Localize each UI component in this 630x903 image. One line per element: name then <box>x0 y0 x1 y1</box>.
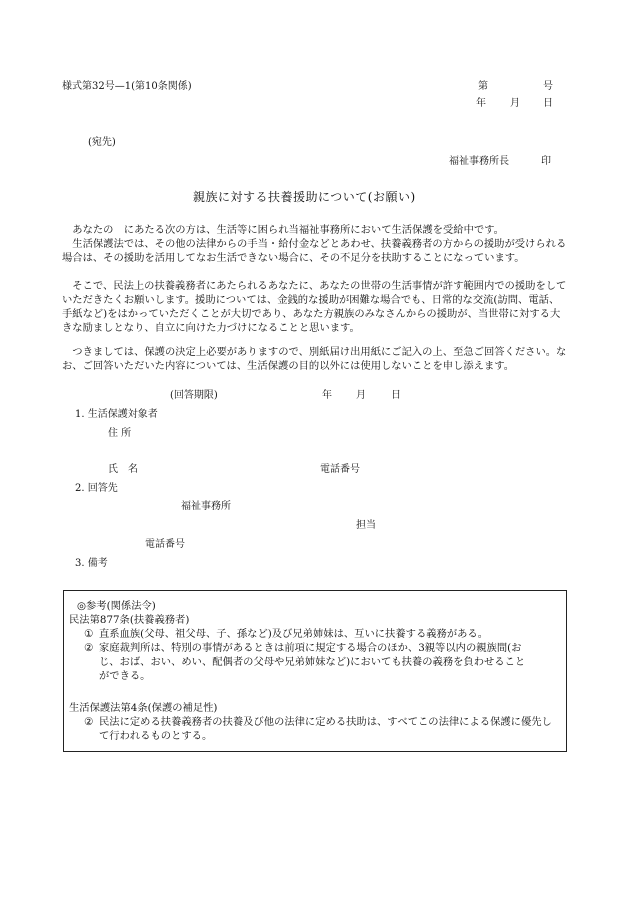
office-head: 福祉事務所長 <box>449 156 509 167</box>
issue-day: 日 <box>543 98 553 109</box>
civil-code-clause-2: 家庭裁判所は、特別の事情があるときは前項に規定する場合のほか、3親等以内の親族間(おじ、おば、おい、めい、配偶者の父母や兄弟姉妹など)においても扶養の義務を負わせることができる。 <box>99 642 526 682</box>
item-1-heading: 1. 生活保護対象者 <box>75 409 158 420</box>
seal: 印 <box>541 156 551 167</box>
deadline-day: 日 <box>391 390 401 401</box>
reference-heading: ◎参考(関係法令) <box>77 600 156 612</box>
civil-code-heading: 民法第877条(扶養義務者) <box>69 614 190 626</box>
civil-code-clause-1: 直系血族(父母、祖父母、子、孫など)及び兄弟姉妹は、互いに扶養する義務がある。 <box>99 628 489 640</box>
welfare-law-clause-2: 民法に定める扶養義務者の扶養及び他の法律に定める扶助は、すべてこの法律による保護に優先して行われるものとする。 <box>99 716 552 742</box>
civil-code-clause-2-mark: ② <box>84 642 94 654</box>
welfare-law-clause-2-mark: ② <box>84 716 94 728</box>
body-paragraph-2: 生活保護法では、その他の法律からの手当・給付金などとあわせ、扶養義務者の方からの援助が受けられる場合は、その援助を活用してなお生活できない場合に、その不足分を扶助することになっています。 <box>62 238 567 264</box>
person-in-charge-label: 担当 <box>356 520 376 531</box>
form-number: 様式第32号—1(第10条関係) <box>62 81 192 92</box>
address-label: 住 所 <box>108 428 132 439</box>
body-paragraph-3: そこで、民法上の扶養義務者にあたられるあなたに、あなたの世帯の生活事情が許す範囲内での援助をしていただきたくお願いします。援助については、金銭的な援助が困難な場合でも、日常的な交流(訪問、電話、手紙など)をはかっていただくことが大切であり、あなた方親族のみなさんからの援助が、当世帯に対する大きな励ましとなり、自立に向けた力づけになることと思います。 <box>62 280 567 334</box>
issue-month: 月 <box>510 98 520 109</box>
name-label: 氏 名 <box>108 464 138 475</box>
deadline-label: (回答期限) <box>170 390 218 401</box>
item-3-heading: 3. 備考 <box>75 558 108 569</box>
reply-phone-label: 電話番号 <box>145 539 185 550</box>
item-2-heading: 2. 回答先 <box>75 483 118 494</box>
reference-box <box>63 590 567 752</box>
document-title: 親族に対する扶養援助について(お願い) <box>193 190 416 204</box>
body-paragraph-4: つきましては、保護の決定上必要がありますので、別紙届け出用紙にご記入の上、至急ご回答ください。なお、ご回答いただいた内容については、生活保護の目的以外には使用しないことを申し添えます。 <box>62 346 567 372</box>
civil-code-clause-1-mark: ① <box>84 628 94 640</box>
deadline-year: 年 <box>322 390 332 401</box>
phone-label: 電話番号 <box>320 464 360 475</box>
welfare-office-label: 福祉事務所 <box>181 501 231 512</box>
document-number-suffix: 号 <box>543 81 553 92</box>
welfare-law-heading: 生活保護法第4条(保護の補足性) <box>69 702 218 714</box>
document-number-label: 第 <box>478 81 488 92</box>
addressee: (宛先) <box>88 137 116 148</box>
issue-year: 年 <box>476 98 486 109</box>
deadline-month: 月 <box>356 390 366 401</box>
body-paragraph-1: あなたの にあたる次の方は、生活等に困られ当福祉事務所において生活保護を受給中です。 <box>72 224 504 236</box>
